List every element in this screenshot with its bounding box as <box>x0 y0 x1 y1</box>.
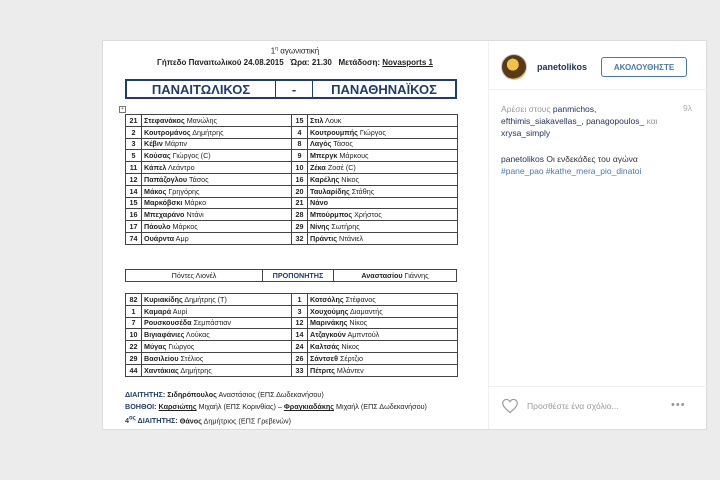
liker-link[interactable]: efthimis_siakavellas_, <box>501 116 584 126</box>
table-move-handle-icon: + <box>119 106 126 113</box>
home-player-name: Παπάζογλου Τάσος <box>142 173 292 185</box>
home-player-name: Κούσας Γιώργος (C) <box>142 150 292 162</box>
away-player-number: 14 <box>292 329 308 341</box>
home-player-name: Καμαρά Αυρί <box>142 305 292 317</box>
table-row <box>126 329 458 341</box>
caption: panetolikos Οι ενδεκάδες του αγώνα #pane_pao #kathe_mera_pio_dinatoi <box>501 154 642 176</box>
follow-button[interactable]: ΑΚΟΛΟΥΘΗΣΤΕ <box>601 57 687 77</box>
table-row <box>126 341 458 353</box>
away-player-name: Ατζαγκούν Αμπντούλ <box>308 329 458 341</box>
away-player-name: Στιλ Λουκ <box>308 115 458 127</box>
home-player-name: Μαρκόβσκι Μάρκο <box>142 197 292 209</box>
home-player-name: Κυριακίδης Δημήτρης (Τ) <box>142 294 292 306</box>
away-player-name: Κοτσόλης Στέφανος <box>308 294 458 306</box>
away-player-name: Μαρινάκης Νίκος <box>308 317 458 329</box>
away-player-number: 1 <box>292 294 308 306</box>
table-row <box>126 126 458 138</box>
away-player-name: Καλτσάς Νίκος <box>308 341 458 353</box>
away-player-name: Μπούρμπος Χρήστος <box>308 209 458 221</box>
away-player-name: Καρέλης Νίκος <box>308 173 458 185</box>
lineup-document-image <box>103 41 487 429</box>
away-player-number: 33 <box>292 364 308 376</box>
away-player-name: Ζέκα Ζοσέ (C) <box>308 162 458 174</box>
teams-separator: - <box>276 81 313 97</box>
avatar[interactable] <box>501 54 527 80</box>
table-row <box>126 305 458 317</box>
home-player-name: Μάκος Γρηγόρης <box>142 185 292 197</box>
liker-link[interactable]: panmichos, <box>552 104 597 114</box>
divider <box>489 386 707 387</box>
coaches-row <box>125 269 457 282</box>
away-player-name: Σάντσεθ Σέρτζιο <box>308 352 458 364</box>
round-header: $1^\eta$ αγωνιστική <box>270 46 320 56</box>
away-player-number: 20 <box>292 185 308 197</box>
home-player-name: Κουτρομάνος Δημήτρης <box>142 126 292 138</box>
profile-header <box>501 54 587 80</box>
divider <box>489 89 707 90</box>
likes-text: Αρέσει στους panmichos, efthimis_siakavellas_, panagopoulos_ και xrysa_simply <box>501 104 658 138</box>
away-player-name: Χουχούμης Διαμαντής <box>308 305 458 317</box>
away-coach: Αναστασίου Γιάννης <box>361 271 429 280</box>
away-player-number: 3 <box>292 305 308 317</box>
away-player-number: 4 <box>292 126 308 138</box>
away-player-number: 29 <box>292 221 308 233</box>
table-row <box>126 232 458 244</box>
away-player-number: 16 <box>292 173 308 185</box>
heart-icon[interactable] <box>501 398 519 414</box>
away-player-name: Πράντις Ντάνιελ <box>308 232 458 244</box>
home-player-name: Μύγας Γιώργος <box>142 341 292 353</box>
home-player-number: 5 <box>126 150 142 162</box>
liker-link[interactable]: panagopoulos_ <box>586 116 645 126</box>
away-player-number: 32 <box>292 232 308 244</box>
referees-block <box>125 389 427 427</box>
caption-username[interactable]: panetolikos <box>501 154 545 164</box>
table-row <box>126 185 458 197</box>
away-player-name: Μπεργκ Μάρκους <box>308 150 458 162</box>
away-player-name: Νίνης Σωτήρης <box>308 221 458 233</box>
home-player-name: Κάπελ Λεάντρο <box>142 162 292 174</box>
post-age: 9λ <box>683 103 692 113</box>
away-player-number: 10 <box>292 162 308 174</box>
username-link[interactable]: panetolikos <box>537 62 588 72</box>
home-player-number: 16 <box>126 209 142 221</box>
table-row <box>126 197 458 209</box>
table-row <box>126 162 458 174</box>
fourth-official-line: $4^{o\varsigma}$ ΔΙΑΙΤΗΤΗΣ: Θάνος Δημήτριος (ΕΠΣ Γρεβενών) <box>125 416 292 426</box>
home-player-number: 11 <box>126 162 142 174</box>
referee-line: ΔΙΑΙΤΗΤΗΣ: Σιδηρόπουλος Αναστάσιος (ΕΠΣ Δωδεκανήσου) <box>125 390 324 399</box>
assistants-line: ΒΟΗΘΟΙ: Καρσιώτης Μιχαήλ (ΕΠΣ Κορινθίας) – Φραγκιαδάκης Μιχαήλ (ΕΠΣ Δωδεκανήσου) <box>125 402 427 411</box>
home-player-number: 12 <box>126 173 142 185</box>
comment-input[interactable]: Προσθέστε ένα σχόλιο... <box>527 401 619 411</box>
home-player-number: 2 <box>126 126 142 138</box>
table-row <box>126 294 458 306</box>
away-player-number: 21 <box>292 197 308 209</box>
match-info: Γήπεδο Παναιτωλικού 24.08.2015 Ώρα: 21.30 Μετάδοση: Novasports 1 <box>157 58 433 67</box>
table-row <box>126 209 458 221</box>
home-player-number: 29 <box>126 352 142 364</box>
away-player-number: 28 <box>292 209 308 221</box>
home-player-name: Στεφανάκος Μανώλης <box>142 115 292 127</box>
table-row <box>126 317 458 329</box>
away-player-name: Λαγός Τάσος <box>308 138 458 150</box>
table-row <box>126 352 458 364</box>
away-player-number: 24 <box>292 341 308 353</box>
home-player-name: Πάουλο Μάρκος <box>142 221 292 233</box>
home-player-number: 82 <box>126 294 142 306</box>
home-player-number: 17 <box>126 221 142 233</box>
away-player-number: 15 <box>292 115 308 127</box>
away-player-number: 8 <box>292 138 308 150</box>
home-player-name: Ουάρντα Αμρ <box>142 232 292 244</box>
away-player-name: Πέτριτς Μλάντεν <box>308 364 458 376</box>
home-team-name: ΠΑΝΑΙΤΩΛΙΚΟΣ <box>127 81 276 97</box>
away-player-number: 9 <box>292 150 308 162</box>
home-player-number: 15 <box>126 197 142 209</box>
home-player-number: 14 <box>126 185 142 197</box>
away-team-name: ΠΑΝΑΘΗΝΑΪΚΟΣ <box>331 81 437 97</box>
home-player-name: Κέβιν Μάρτιν <box>142 138 292 150</box>
home-player-number: 22 <box>126 341 142 353</box>
teams-header <box>125 79 457 99</box>
more-options-icon[interactable]: ••• <box>671 399 686 411</box>
home-player-number: 21 <box>126 115 142 127</box>
home-player-name: Βιγιαφάνιες Λούκας <box>142 329 292 341</box>
home-player-number: 1 <box>126 305 142 317</box>
table-row <box>126 115 458 127</box>
starters-table <box>125 114 458 245</box>
home-coach: Πόντες Λιονέλ <box>126 270 263 281</box>
table-row <box>126 173 458 185</box>
substitutes-table <box>125 293 458 377</box>
liker-link[interactable]: xrysa_simply <box>501 128 551 138</box>
home-player-number: 44 <box>126 364 142 376</box>
away-player-name: Κουτρουμπής Γιώργος <box>308 126 458 138</box>
home-player-name: Μπεχαράνο Ντάνι <box>142 209 292 221</box>
away-player-name: Νάνο <box>308 197 458 209</box>
away-player-number: 26 <box>292 352 308 364</box>
home-player-name: Βασιλείου Στέλιος <box>142 352 292 364</box>
home-player-number: 74 <box>126 232 142 244</box>
table-row <box>126 364 458 376</box>
hashtags[interactable]: #pane_pao #kathe_mera_pio_dinatoi <box>501 166 642 176</box>
post-card <box>102 40 707 430</box>
home-player-name: Χαντάκιας Δημήτρης <box>142 364 292 376</box>
home-player-name: Ρουσκουσέδα Σεμπάστιαν <box>142 317 292 329</box>
home-player-number: 3 <box>126 138 142 150</box>
post-sidebar <box>488 41 707 429</box>
home-player-number: 10 <box>126 329 142 341</box>
away-player-name: Ταυλαρίδης Στάθης <box>308 185 458 197</box>
table-row <box>126 221 458 233</box>
away-player-number: 12 <box>292 317 308 329</box>
coach-label: ΠΡΟΠΟΝΗΤΗΣ <box>263 270 334 281</box>
home-player-number: 7 <box>126 317 142 329</box>
table-row <box>126 138 458 150</box>
table-row <box>126 150 458 162</box>
